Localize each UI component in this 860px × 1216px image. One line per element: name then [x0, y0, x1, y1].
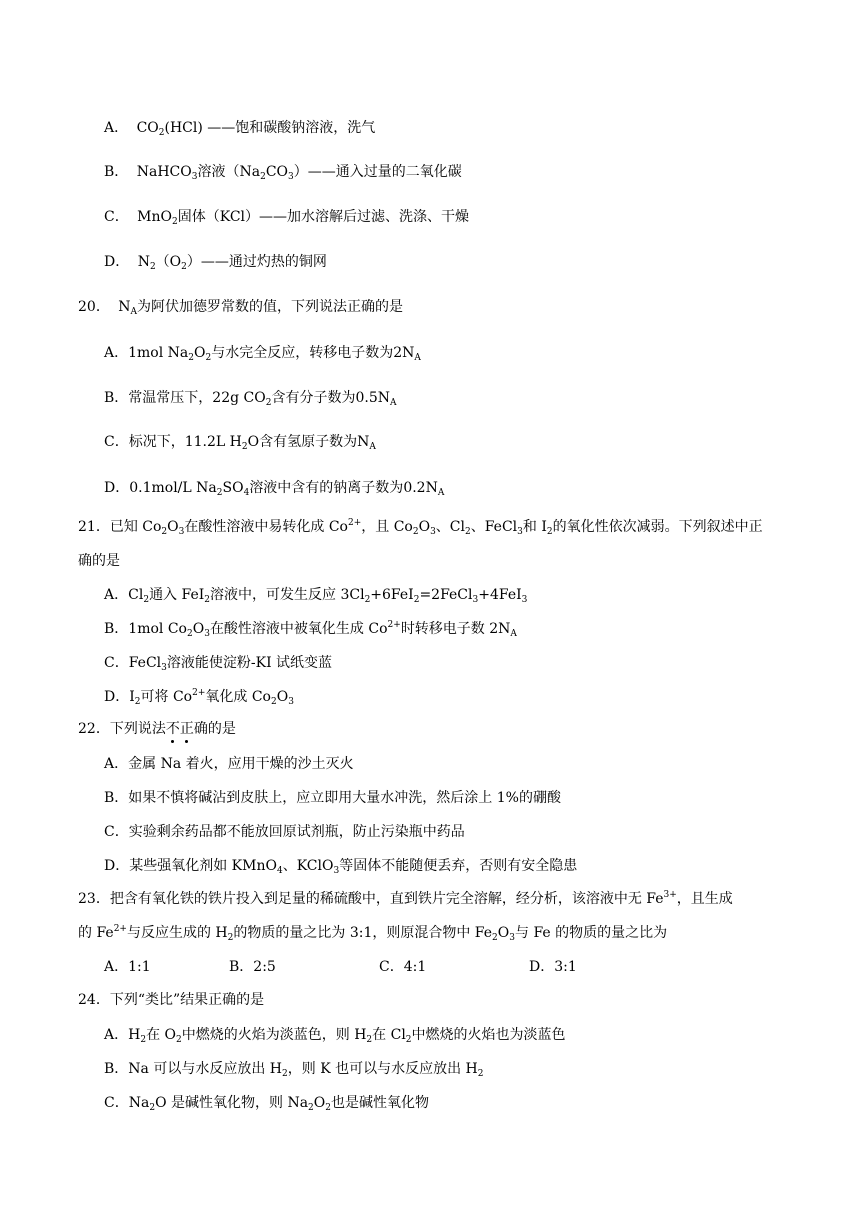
formula: MnO$_2$	[137, 209, 178, 227]
formula: $0.5N_A$	[355, 390, 397, 408]
q22-option-d: D．某些强氧化剂如 KMnO$_4$、KClO$_3$等固体不能随便丢弃，否则有安全隐患	[104, 858, 578, 876]
q19-option-c: C． MnO$_2$固体（KCl）——加水溶解后过滤、洗涤、干燥	[104, 209, 470, 227]
q20-option-d: D．0.1mol/L $Na_2SO_4$溶液中含有的钠离子数为$0.2N_A$	[104, 480, 445, 498]
formula: $0.2N_A$	[403, 480, 445, 498]
q20-option-a: A．1mol $Na_2O_2$与水完全反应，转移电子数为$2N_A$	[104, 345, 421, 363]
q24-option-a: A．$H_2$在 $O_2$中燃烧的火焰为淡蓝色，则 $H_2$在 $Cl_2$中燃烧的火焰也为淡蓝色	[104, 1027, 566, 1045]
emphasis-mark: 不	[165, 721, 180, 737]
q23-stem-line1: 23．把含有氧化铁的铁片投入到足量的稀硫酸中，直到铁片完全溶解，经分析，该溶液中无 $Fe^{3+}$，且生成	[78, 890, 733, 907]
q24-option-c: C．$Na_2O$ 是碱性氧化物，则 $Na_2O_2$也是碱性氧化物	[104, 1095, 429, 1113]
q22-stem: 22．下列说法不正确的是	[78, 721, 236, 737]
formula: $2N_A$	[393, 345, 421, 363]
q21-stem-line2: 确的是	[78, 553, 120, 569]
formula: $CO_2$	[243, 390, 272, 408]
q22-option-a: A．金属 Na 着火，应用干燥的沙土灭火	[104, 756, 354, 772]
q20-option-c: C．标况下，11.2L $H_2O$含有氢原子数为$N_A$	[104, 434, 376, 452]
q20-option-b: B．常温常压下，22g $CO_2$含有分子数为$0.5N_A$	[104, 390, 397, 408]
q21-option-c: C．FeCl$_3$溶液能使淀粉-KI 试纸变蓝	[104, 655, 333, 673]
formula: $H_2O$	[229, 434, 260, 452]
formula: $N_A$	[118, 299, 138, 317]
q19-option-d: D． $N_2(O_2)——$通过灼热的铜网	[104, 254, 327, 272]
q22-option-c: C．实验剩余药品都不能放回原试剂瓶，防止污染瓶中药品	[104, 824, 465, 840]
formula: $O_2$	[169, 254, 187, 272]
q22-option-b: B．如果不慎将碱沾到皮肤上，应立即用大量水冲洗，然后涂上 1%的硼酸	[104, 790, 561, 806]
q23-option-d: D．3:1	[529, 959, 577, 975]
q20-stem: 20． $N_A$为阿伏加德罗常数的值，下列说法正确的是	[78, 299, 404, 317]
q23-option-b: B．2:5	[229, 959, 276, 975]
q21-stem-line1: 21．已知 $Co_2O_3$在酸性溶液中易转化成 $Co^{2+}$，且 $Co_2O_3$、$Cl_2$、FeCl$_3$和 $I_2$的氧化性依次减弱。下列叙述中正	[78, 518, 763, 537]
q23-option-c: C．4:1	[379, 959, 427, 975]
formula: NaHCO$_3$	[136, 164, 198, 182]
q24-stem: 24．下列“类比”结果正确的是	[78, 992, 265, 1008]
formula: $Na_2CO_3$	[239, 164, 294, 182]
q21-option-d: D．$I_2$可将 $Co^{2+}$氧化成 $Co_2O_3$	[104, 688, 294, 707]
q21-option-b: B．1mol $Co_2O_3$在酸性溶液中被氧化生成 $Co^{2+}$时转移电子数 $2N_A$	[104, 620, 517, 639]
q21-option-a: A．$Cl_2$通入 FeI$_2$溶液中，可发生反应 $3Cl_2+6FeI_2=2FeCl_3+4FeI_3$	[104, 587, 528, 605]
emphasis-mark: 正	[179, 721, 194, 737]
formula: $Na_2O_2$	[167, 345, 212, 363]
q19-option-b: B． NaHCO$_3$溶液$(Na_2CO_3)——$通入过量的二氧化碳	[104, 164, 462, 182]
q23-stem-line2: 的 $Fe^{2+}$与反应生成的 $H_2$的物质的量之比为 3:1，则原混合物中 $Fe_2O_3$与 Fe 的物质的量之比为	[78, 924, 668, 943]
formula: $Na_2SO_4$	[196, 480, 250, 498]
formula: $N_A$	[357, 434, 376, 452]
q23-option-a: A．1:1	[104, 959, 151, 975]
q19-option-a: A． $CO_2(HCl)$ ——饱和碳酸钠溶液，洗气	[104, 120, 376, 138]
q24-option-b: B．Na 可以与水反应放出 $H_2$，则 K 也可以与水反应放出 $H_2$	[104, 1061, 484, 1079]
formula: $CO_2(HCl)$	[136, 120, 203, 138]
formula: $N_2$	[137, 254, 156, 272]
